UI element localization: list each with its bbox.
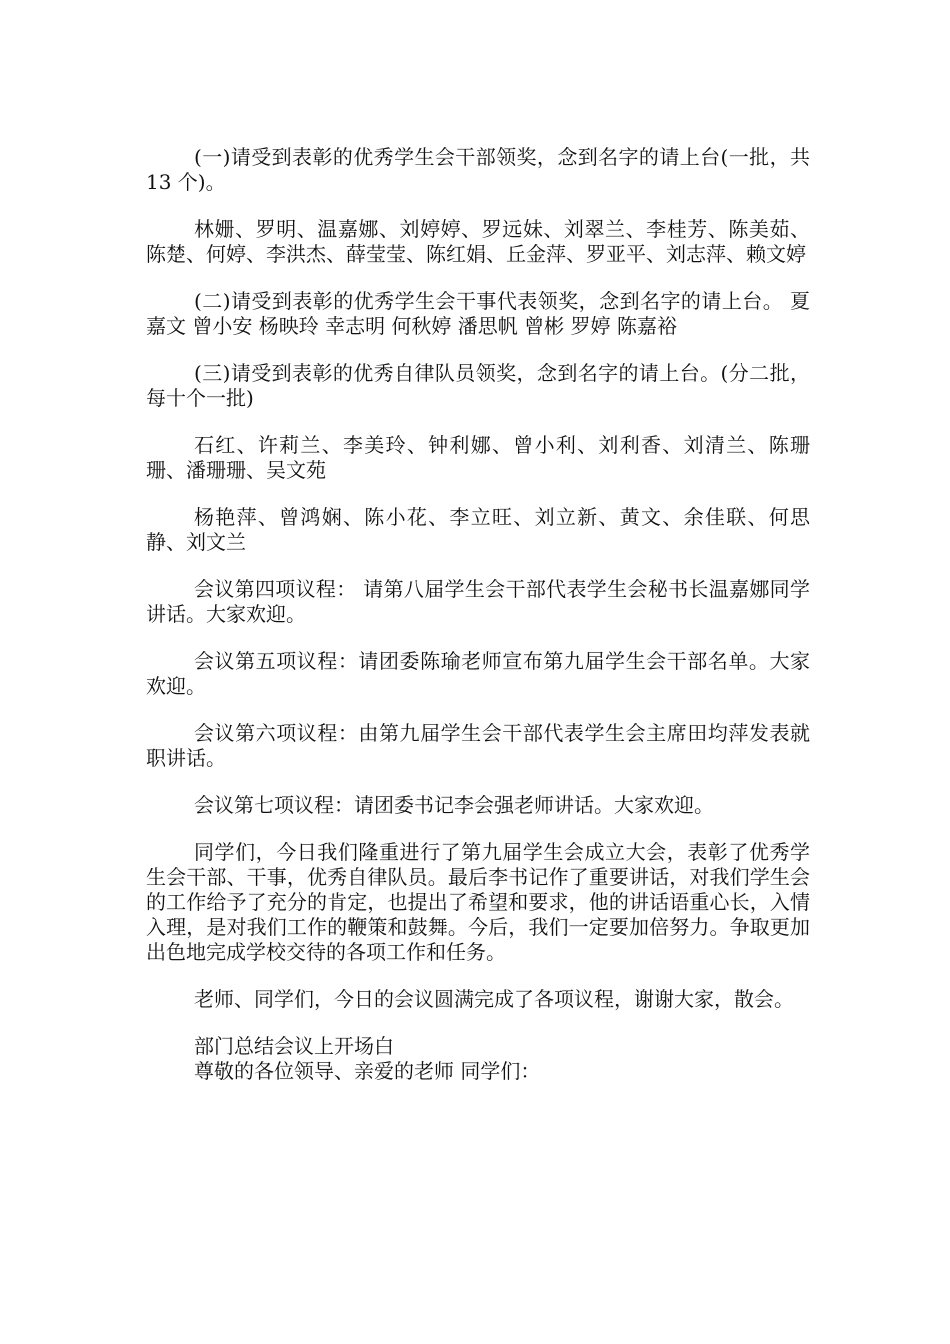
paragraph-agenda-item-4: 会议第四项议程： 请第八届学生会干部代表学生会秘书长温嘉娜同学讲话。大家欢迎。 <box>146 577 810 626</box>
paragraph-agenda-item-5: 会议第五项议程：请团委陈瑜老师宣布第九届学生会干部名单。大家欢迎。 <box>146 649 810 698</box>
paragraph-agenda-item-7: 会议第七项议程：请团委书记李会强老师讲话。大家欢迎。 <box>194 793 714 817</box>
paragraph-agenda-item-6: 会议第六项议程：由第九届学生会干部代表学生会主席田均萍发表就职讲话。 <box>146 721 810 770</box>
paragraph-award-discipline-intro: (三)请受到表彰的优秀自律队员领奖，念到名字的请上台。(分二批，每十个一批) <box>146 361 810 410</box>
paragraph-award-officers-intro: (一)请受到表彰的优秀学生会干部领奖，念到名字的请上台(一批，共 13 个)。 <box>146 145 810 194</box>
section-heading: 部门总结会议上开场白 <box>194 1034 394 1058</box>
paragraph-closing-summary: 同学们，今日我们隆重进行了第九届学生会成立大会，表彰了优秀学生会干部、干事，优秀自律队员。最后李书记作了重要讲话，对我们学生会的工作给予了充分的肯定，也提出了希望和要求，他的讲话语重心长，入情入理，是对我们工作的鞭策和鼓舞。今后，我们一定要加倍努力。争取更加出色地完成学校交待的各项工作和任务。 <box>146 840 810 964</box>
salutation: 尊敬的各位领导、亲爱的老师 同学们： <box>194 1059 541 1083</box>
paragraph-officer-names: 林姗、罗明、温嘉娜、刘婷婷、罗远妹、刘翠兰、李桂芳、陈美茹、陈楚、何婷、李洪杰、薛莹莹、陈红娟、丘金萍、罗亚平、刘志萍、赖文婷 <box>146 217 810 266</box>
paragraph-award-staff: (二)请受到表彰的优秀学生会干事代表领奖，念到名字的请上台。 夏嘉文 曾小安 杨映玲 幸志明 何秋婷 潘思帆 曾彬 罗婷 陈嘉裕 <box>146 289 810 338</box>
paragraph-discipline-names-batch-1: 石红、许莉兰、李美玲、钟利娜、曾小利、刘利香、刘清兰、陈珊珊、潘珊珊、吴文苑 <box>146 433 810 482</box>
document-body <box>146 145 810 1084</box>
paragraph-discipline-names-batch-2: 杨艳萍、曾鸿娴、陈小花、李立旺、刘立新、黄文、余佳联、何思静、刘文兰 <box>146 505 810 554</box>
paragraph-adjournment: 老师、同学们，今日的会议圆满完成了各项议程，谢谢大家，散会。 <box>194 987 794 1011</box>
